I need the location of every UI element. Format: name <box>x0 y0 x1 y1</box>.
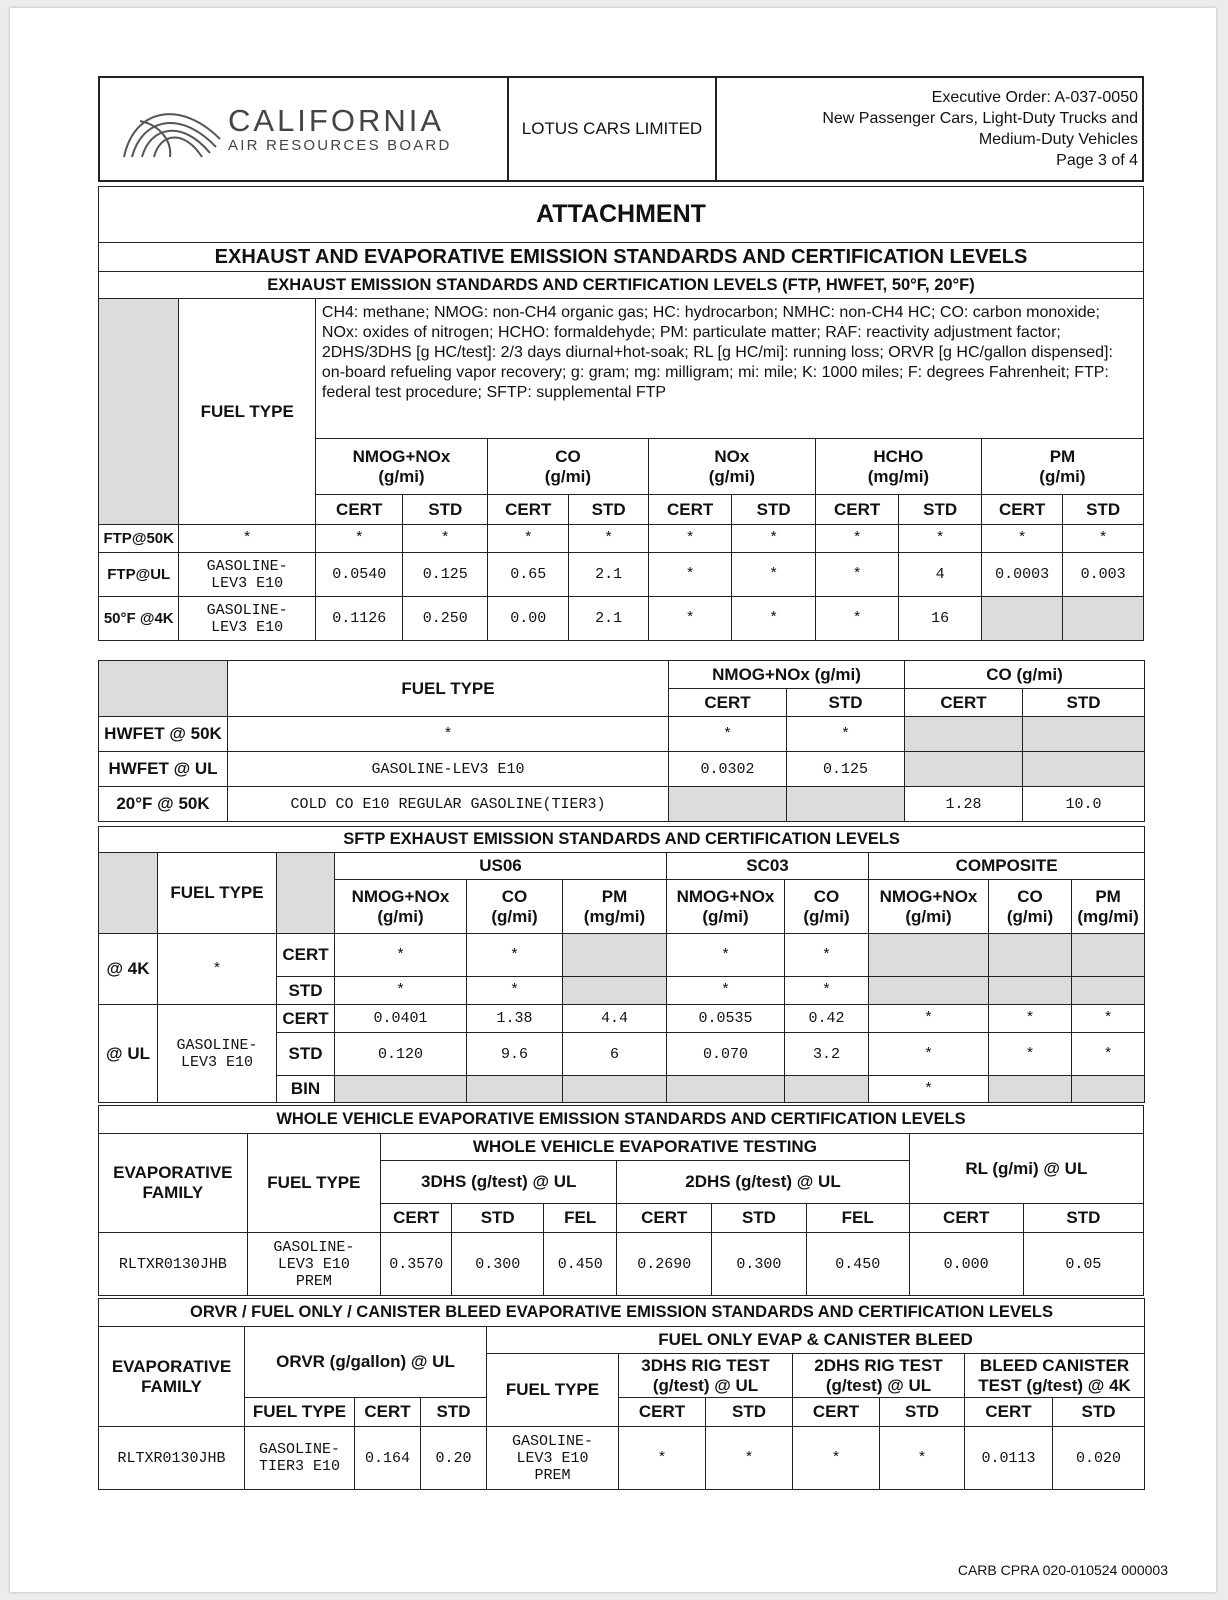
value-cell: 4.4 <box>563 1005 667 1033</box>
value-cell: * <box>1072 1005 1145 1033</box>
family-cell: RLTXR0130JHB <box>99 1233 248 1296</box>
value-cell: * <box>869 1005 989 1033</box>
executive-order: Executive Order: A-037-0050 <box>931 89 1138 106</box>
exhaust-table <box>98 298 1144 641</box>
nmog-nox-header: NMOG+NOx (g/mi) <box>669 661 905 689</box>
fuel-cell: * <box>228 717 669 752</box>
empty-cell <box>869 934 989 977</box>
column-header: CERT <box>617 1204 712 1233</box>
page-number: Page 3 of 4 <box>1056 152 1138 169</box>
value-cell: * <box>989 1005 1072 1033</box>
value-cell: * <box>335 977 467 1005</box>
std-header: STD <box>706 1398 793 1427</box>
row-label: HWFET @ 50K <box>99 717 228 752</box>
table-row <box>99 553 1144 597</box>
row-label: 20°F @ 50K <box>99 787 228 822</box>
empty-cell <box>1063 597 1144 641</box>
value-cell: * <box>793 1427 880 1490</box>
exhaust-title: EXHAUST EMISSION STANDARDS AND CERTIFICATION LEVELS (FTP, HWFET, 50°F, 20°F) <box>99 272 1144 299</box>
carb-logo-icon <box>120 99 224 159</box>
std-label: STD <box>277 977 335 1005</box>
column-header: PM (mg/mi) <box>1072 880 1145 934</box>
cert-header: CERT <box>793 1398 880 1427</box>
value-cell: * <box>785 977 869 1005</box>
value-cell: * <box>1063 525 1144 553</box>
std-header: STD <box>1023 689 1145 717</box>
std-header: STD <box>421 1398 487 1427</box>
column-header: FEL <box>806 1204 909 1233</box>
value-cell: * <box>569 525 648 553</box>
value-cell: * <box>648 597 732 641</box>
fuel-cell: GASOLINE- LEV3 E10 <box>158 1005 277 1103</box>
fuel-only-header: FUEL ONLY EVAP & CANISTER BLEED <box>487 1327 1145 1354</box>
empty-cell <box>563 977 667 1005</box>
value-cell: 0.0535 <box>667 1005 785 1033</box>
value-cell: * <box>335 934 467 977</box>
value-cell: 0.003 <box>1063 553 1144 597</box>
value-cell: * <box>669 717 787 752</box>
column-header: NMOG+NOx (g/mi) <box>335 880 467 934</box>
value-cell: 0.3570 <box>381 1233 452 1296</box>
logo-subtitle: AIR RESOURCES BOARD <box>228 136 452 154</box>
value-cell: 0.300 <box>712 1233 807 1296</box>
empty-cell <box>989 977 1072 1005</box>
value-cell: 0.070 <box>667 1033 785 1076</box>
orvr-title: ORVR / FUEL ONLY / CANISTER BLEED EVAPORATIVE EMISSION STANDARDS AND CERTIFICATION LEVELS <box>99 1299 1145 1327</box>
row-label: HWFET @ UL <box>99 752 228 787</box>
2dhs-rig-header: 2DHS RIG TEST (g/test) @ UL <box>793 1354 965 1398</box>
cert-header: CERT <box>669 689 787 717</box>
table-row <box>99 787 1145 822</box>
std-label: STD <box>277 1033 335 1076</box>
2dhs-header: 2DHS (g/test) @ UL <box>617 1161 909 1204</box>
testing-header: WHOLE VEHICLE EVAPORATIVE TESTING <box>381 1134 910 1161</box>
document-page <box>10 8 1216 1592</box>
pollutant-header: NMOG+NOx (g/mi) <box>315 439 487 495</box>
fuel-cell: * <box>158 934 277 1005</box>
cert-header: CERT <box>648 495 732 525</box>
value-cell: * <box>732 597 816 641</box>
row-label: FTP@50K <box>99 525 179 553</box>
column-header: CO (g/mi) <box>989 880 1072 934</box>
cert-label: CERT <box>277 934 335 977</box>
value-cell: * <box>667 977 785 1005</box>
document-footer: CARB CPRA 020-010524 000003 <box>957 1562 1168 1578</box>
header-block <box>98 76 1144 182</box>
value-cell: * <box>619 1427 706 1490</box>
value-cell: * <box>989 1033 1072 1076</box>
value-cell: 0.000 <box>909 1233 1023 1296</box>
abbreviation-legend: CH4: methane; NMOG: non-CH4 organic gas; HC: hydrocarbon; NMHC: non-CH4 HC; CO: carbon monoxide; NOx: oxides of nitrogen; HCHO: formaldehyde; PM: particulate matter; RAF: reactivity adjustment factor; 2DHS/3DHS [g HC/test]: 2/3 days diurnal+hot-soak; RL [g HC/mi]: running loss; ORVR [g HC/gallon dispensed]: on-board refueling vapor recovery; g: gram; mg: milligram; mi: mile; K: 1000 miles; F: degrees Fahrenheit; FTP: federal test procedure; SFTP: supplemental FTP <box>315 299 1143 439</box>
value-cell: * <box>732 553 816 597</box>
column-header: CERT <box>909 1204 1023 1233</box>
value-cell: * <box>648 525 732 553</box>
value-cell: 0.300 <box>452 1233 544 1296</box>
table-row <box>99 934 1145 977</box>
orvr-header: ORVR (g/gallon) @ UL <box>245 1327 487 1398</box>
value-cell: * <box>787 717 905 752</box>
value-cell: * <box>732 525 816 553</box>
value-cell: * <box>467 977 563 1005</box>
attachment-title: ATTACHMENT <box>99 187 1144 243</box>
sc03-header: SC03 <box>667 853 869 880</box>
fuel-cell: GASOLINE- LEV3 E10 <box>179 553 315 597</box>
table-row <box>99 597 1144 641</box>
fuel-cell: GASOLINE- LEV3 E10 PREM <box>487 1427 619 1490</box>
pollutant-header: NOx (g/mi) <box>648 439 815 495</box>
table-row <box>99 752 1145 787</box>
empty-cell <box>869 977 989 1005</box>
value-cell: 0.020 <box>1053 1427 1145 1490</box>
cert-header: CERT <box>905 689 1023 717</box>
value-cell: * <box>1072 1033 1145 1076</box>
value-cell: 0.0113 <box>965 1427 1053 1490</box>
composite-header: COMPOSITE <box>869 853 1145 880</box>
empty-cell <box>1023 752 1145 787</box>
std-header: STD <box>732 495 816 525</box>
fuel-type-header: FUEL TYPE <box>247 1134 380 1233</box>
value-cell: * <box>815 553 899 597</box>
value-cell: * <box>880 1427 965 1490</box>
value-cell: 0.120 <box>335 1033 467 1076</box>
fuel-type-header: FUEL TYPE <box>179 299 315 525</box>
value-cell: 0.450 <box>806 1233 909 1296</box>
std-header: STD <box>899 495 981 525</box>
cert-header: CERT <box>355 1398 421 1427</box>
evap-family-header: EVAPORATIVE FAMILY <box>99 1327 245 1427</box>
column-header: FEL <box>544 1204 617 1233</box>
value-cell: * <box>815 525 899 553</box>
value-cell: * <box>815 597 899 641</box>
cert-header: CERT <box>488 495 569 525</box>
header-info <box>716 77 1143 181</box>
fuel-type-header: FUEL TYPE <box>487 1354 619 1427</box>
value-cell: 0.125 <box>787 752 905 787</box>
cert-label: CERT <box>277 1005 335 1033</box>
empty-cell <box>1023 717 1145 752</box>
value-cell: 0.1126 <box>315 597 403 641</box>
row-label: 50°F @4K <box>99 597 179 641</box>
value-cell: * <box>706 1427 793 1490</box>
empty-cell <box>905 752 1023 787</box>
evap-table <box>98 1105 1144 1296</box>
evap-title: WHOLE VEHICLE EVAPORATIVE EMISSION STANDARDS AND CERTIFICATION LEVELS <box>99 1106 1144 1134</box>
empty-cell <box>669 787 787 822</box>
titles-block <box>98 186 1144 299</box>
value-cell: 0.250 <box>403 597 488 641</box>
empty-cell <box>1072 934 1145 977</box>
fuel-cell: COLD CO E10 REGULAR GASOLINE(TIER3) <box>228 787 669 822</box>
table-row <box>99 1233 1144 1296</box>
value-cell: 0.2690 <box>617 1233 712 1296</box>
fuel-cell: * <box>179 525 315 553</box>
std-header: STD <box>787 689 905 717</box>
cert-header: CERT <box>965 1398 1053 1427</box>
value-cell: * <box>315 525 403 553</box>
sftp-title: SFTP EXHAUST EMISSION STANDARDS AND CERTIFICATION LEVELS <box>99 827 1145 853</box>
value-cell: 0.164 <box>355 1427 421 1490</box>
bleed-canister-header: BLEED CANISTER TEST (g/test) @ 4K <box>965 1354 1145 1398</box>
empty-cell <box>1072 977 1145 1005</box>
family-cell: RLTXR0130JHB <box>99 1427 245 1490</box>
cert-header: CERT <box>315 495 403 525</box>
orvr-table <box>98 1298 1144 1490</box>
us06-header: US06 <box>335 853 667 880</box>
fuel-cell: GASOLINE- TIER3 E10 <box>245 1427 355 1490</box>
column-header: STD <box>712 1204 807 1233</box>
sftp-table <box>98 826 1144 1103</box>
table-row <box>99 717 1145 752</box>
std-header: STD <box>1053 1398 1145 1427</box>
evap-family-header: EVAPORATIVE FAMILY <box>99 1134 248 1233</box>
value-cell: 0.20 <box>421 1427 487 1490</box>
value-cell: 0.0540 <box>315 553 403 597</box>
company-name: LOTUS CARS LIMITED <box>508 77 716 181</box>
pollutant-header: HCHO (mg/mi) <box>815 439 981 495</box>
value-cell: * <box>488 525 569 553</box>
column-header: PM (mg/mi) <box>563 880 667 934</box>
vehicle-class-line2: Medium-Duty Vehicles <box>978 131 1138 148</box>
value-cell: 0.125 <box>403 553 488 597</box>
column-header: CO (g/mi) <box>785 880 869 934</box>
pollutant-header: PM (g/mi) <box>981 439 1143 495</box>
value-cell: 0.65 <box>488 553 569 597</box>
carb-logo <box>99 77 508 181</box>
table-row <box>99 1427 1145 1490</box>
value-cell: 1.38 <box>467 1005 563 1033</box>
fuel-type-header: FUEL TYPE <box>228 661 669 717</box>
fuel-cell: GASOLINE- LEV3 E10 PREM <box>247 1233 380 1296</box>
bin-label: BIN <box>277 1076 335 1103</box>
hwfet-table <box>98 660 1144 822</box>
main-title: EXHAUST AND EVAPORATIVE EMISSION STANDARDS AND CERTIFICATION LEVELS <box>99 243 1144 272</box>
std-header: STD <box>403 495 488 525</box>
cert-header: CERT <box>619 1398 706 1427</box>
orvr-fuel-type-header: FUEL TYPE <box>245 1398 355 1427</box>
value-cell: 0.00 <box>488 597 569 641</box>
vehicle-class-line1: New Passenger Cars, Light-Duty Trucks and <box>822 110 1138 127</box>
column-header: CO (g/mi) <box>467 880 563 934</box>
value-cell: 2.1 <box>569 553 648 597</box>
value-cell: * <box>981 525 1062 553</box>
row-label: FTP@UL <box>99 553 179 597</box>
value-cell: 0.0302 <box>669 752 787 787</box>
logo-name: CALIFORNIA <box>228 102 445 138</box>
empty-cell <box>905 717 1023 752</box>
value-cell: 2.1 <box>569 597 648 641</box>
std-header: STD <box>880 1398 965 1427</box>
value-cell: 0.05 <box>1023 1233 1143 1296</box>
column-header: NMOG+NOx (g/mi) <box>667 880 785 934</box>
value-cell: 3.2 <box>785 1033 869 1076</box>
value-cell: 9.6 <box>467 1033 563 1076</box>
value-cell: 16 <box>899 597 981 641</box>
value-cell: * <box>403 525 488 553</box>
row-label: @ 4K <box>99 934 158 1005</box>
cert-header: CERT <box>815 495 899 525</box>
value-cell: * <box>869 1033 989 1076</box>
value-cell: * <box>467 934 563 977</box>
table-row <box>99 1005 1145 1033</box>
fuel-type-header: FUEL TYPE <box>158 853 277 934</box>
value-cell: 4 <box>899 553 981 597</box>
std-header: STD <box>569 495 648 525</box>
column-header: NMOG+NOx (g/mi) <box>869 880 989 934</box>
empty-cell <box>787 787 905 822</box>
row-label: @ UL <box>99 1005 158 1103</box>
3dhs-rig-header: 3DHS RIG TEST (g/test) @ UL <box>619 1354 793 1398</box>
value-cell: 0.42 <box>785 1005 869 1033</box>
table-row <box>99 525 1144 553</box>
rl-header: RL (g/mi) @ UL <box>909 1134 1143 1204</box>
value-cell: * <box>785 934 869 977</box>
empty-cell <box>563 934 667 977</box>
value-cell: 6 <box>563 1033 667 1076</box>
value-cell: * <box>899 525 981 553</box>
value-cell: 1.28 <box>905 787 1023 822</box>
fuel-cell: GASOLINE- LEV3 E10 <box>179 597 315 641</box>
column-header: STD <box>1023 1204 1143 1233</box>
value-cell: 0.450 <box>544 1233 617 1296</box>
cert-header: CERT <box>981 495 1062 525</box>
value-cell: 10.0 <box>1023 787 1145 822</box>
value-cell: 0.0003 <box>981 553 1062 597</box>
fuel-cell: GASOLINE-LEV3 E10 <box>228 752 669 787</box>
empty-cell <box>989 934 1072 977</box>
value-cell: * <box>667 934 785 977</box>
value-cell: * <box>648 553 732 597</box>
column-header: CERT <box>381 1204 452 1233</box>
co-header: CO (g/mi) <box>905 661 1145 689</box>
std-header: STD <box>1063 495 1144 525</box>
column-header: STD <box>452 1204 544 1233</box>
pollutant-header: CO (g/mi) <box>488 439 649 495</box>
value-cell: 0.0401 <box>335 1005 467 1033</box>
empty-cell <box>981 597 1062 641</box>
bin-value: * <box>869 1076 989 1103</box>
3dhs-header: 3DHS (g/test) @ UL <box>381 1161 617 1204</box>
